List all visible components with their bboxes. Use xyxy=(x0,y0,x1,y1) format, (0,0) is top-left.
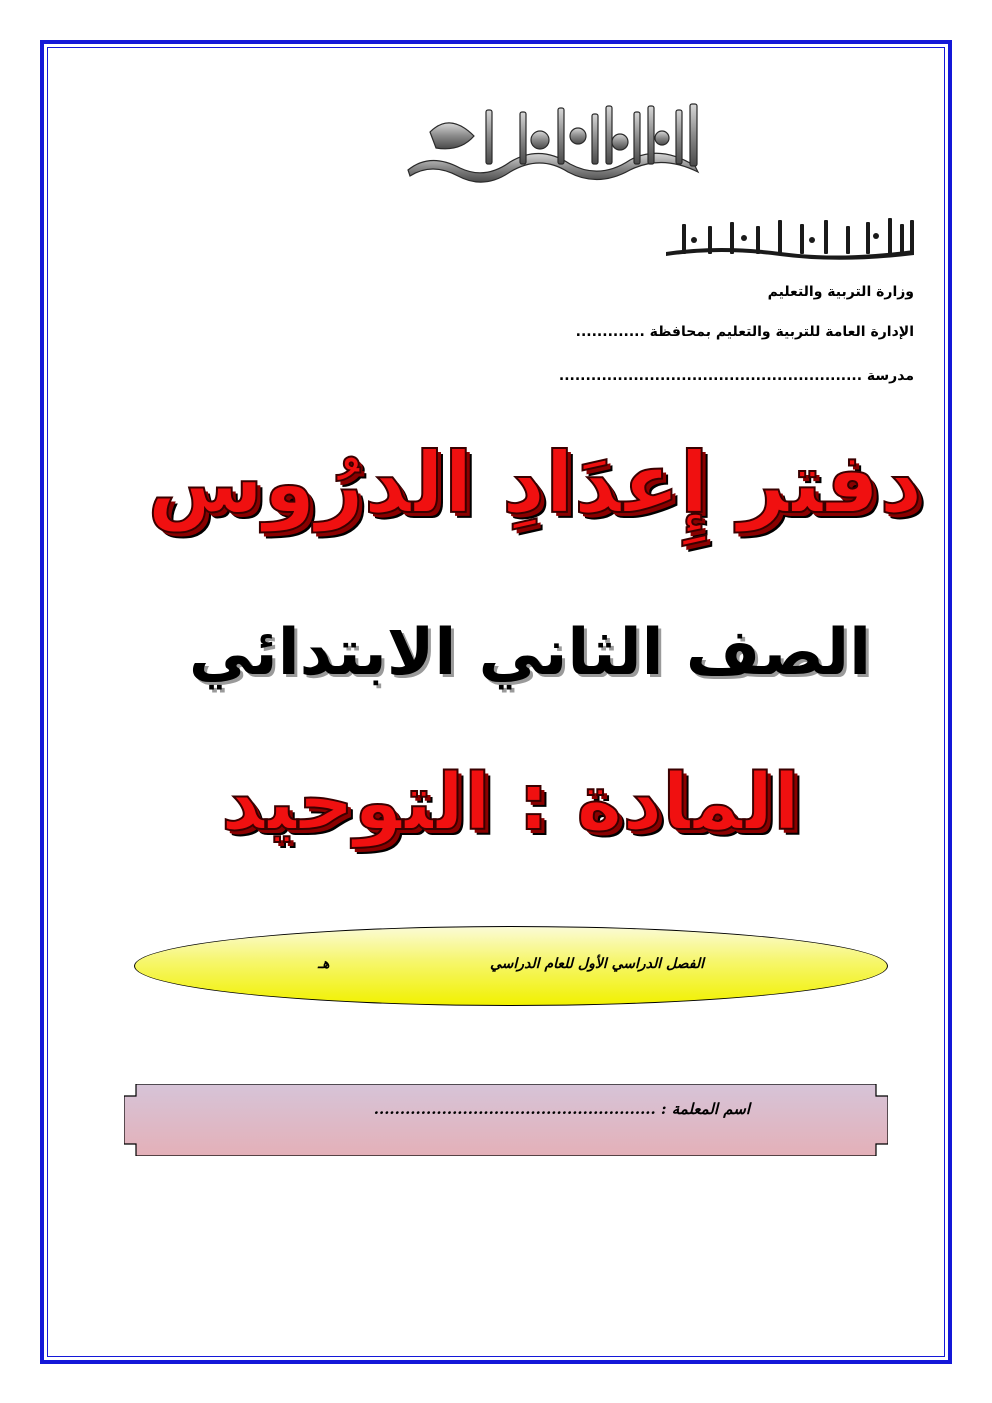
hijri-suffix: هـ xyxy=(318,956,330,972)
notebook-title: دفتر إِعدَادِ الدرُوس xyxy=(147,434,923,532)
semester-label: الفصل الدراسي الأول للعام الدراسي xyxy=(490,956,704,972)
grade-title: الصف الثاني الابتدائي xyxy=(188,616,872,690)
ministry-label: وزارة التربية والتعليم xyxy=(767,284,914,300)
basmala-calligraphy xyxy=(390,92,720,187)
directorate-label: الإدارة العامة للتربية والتعليم بمحافظة ............. xyxy=(575,324,914,340)
subject-title: المادة : التوحيد xyxy=(220,758,800,848)
kingdom-calligraphy xyxy=(660,214,920,264)
teacher-name-label: اسم المعلمة : ...................................................... xyxy=(373,1100,750,1118)
school-label: مدرسة ......................................................... xyxy=(558,368,914,384)
teacher-name-box xyxy=(124,1084,888,1156)
